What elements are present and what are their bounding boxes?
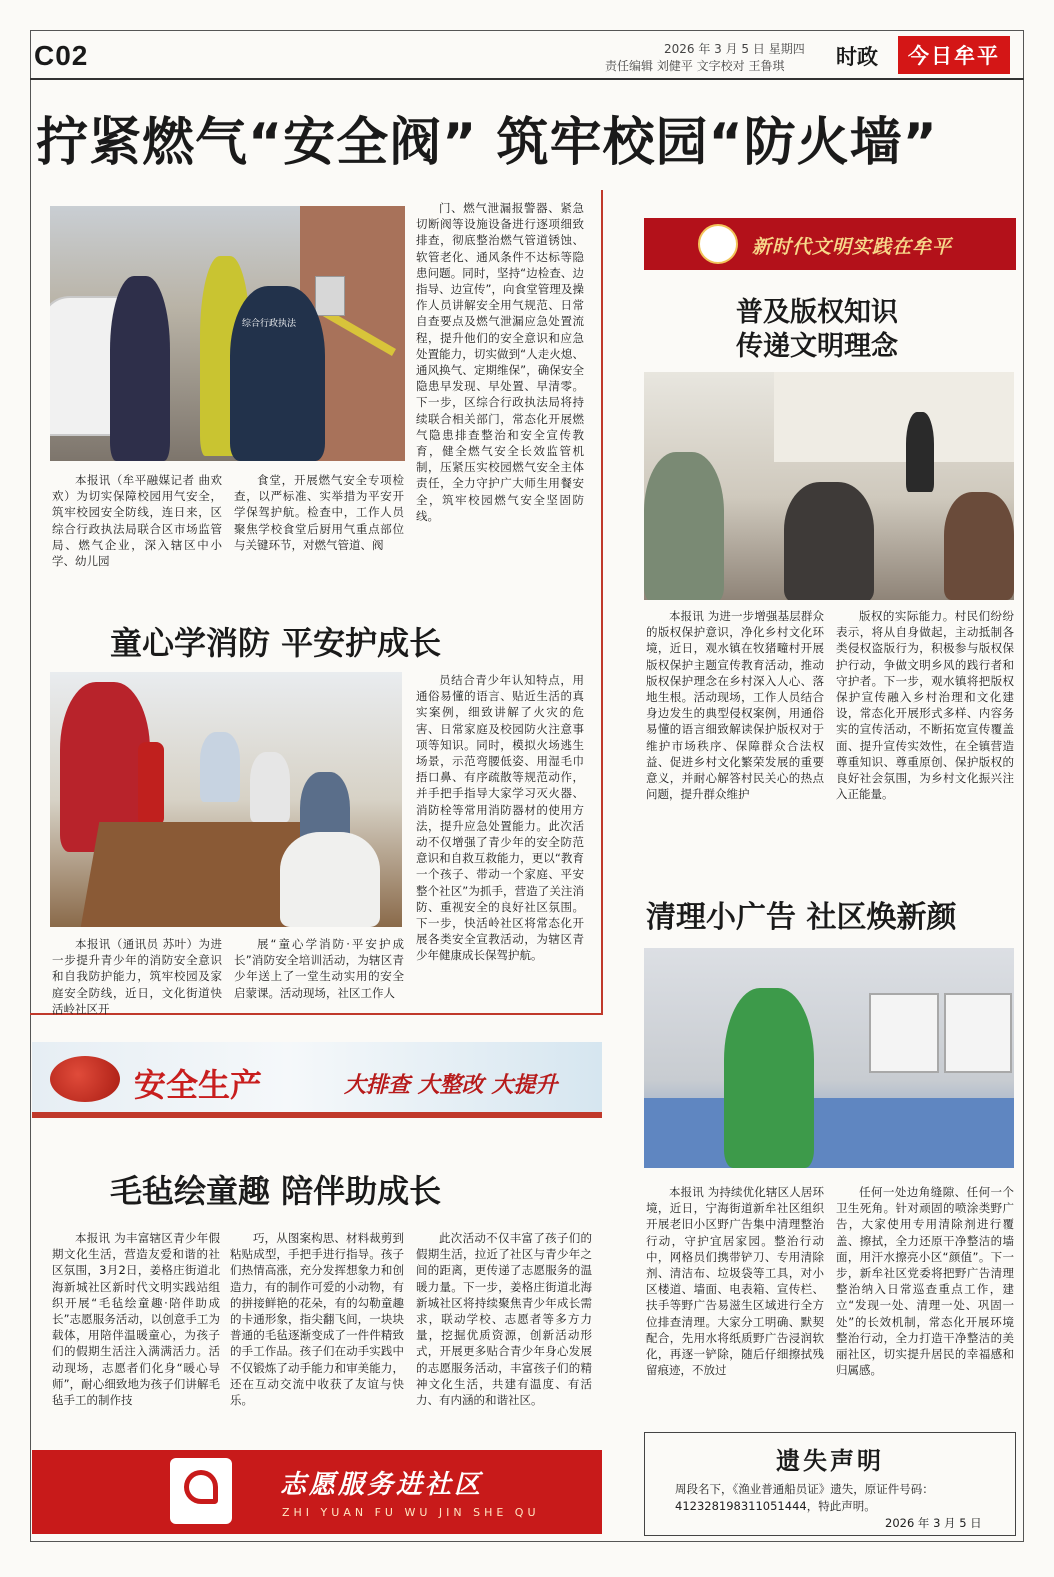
issue-date: 2026 年 3 月 5 日 星期四 <box>664 42 805 56</box>
felt-story-paragraph-1: 本报讯 为丰富辖区青少年假期文化生活，营造友爱和谐的社区氛围，3月2日，姜格庄街道北海新城社区新时代文明实践站组织开展“毛毡绘童趣·陪伴助成长”志愿服务活动，以创意手工为载体，用陪伴温暖童心，为孩子们的假期生活注入满满活力。活动现场，志愿者们化身“暖心导师”，耐心细致地为孩子们讲解毛毡手工的制作技 <box>52 1231 220 1408</box>
photo-meter-box-2 <box>944 993 1012 1073</box>
ads-story-col-1 <box>646 1184 824 1414</box>
photo-room-wall <box>774 372 1014 462</box>
photo-person-1 <box>110 276 170 461</box>
photo-inspector <box>230 286 325 461</box>
fire-class-photo <box>50 672 402 927</box>
photo-meter-box-1 <box>869 993 939 1073</box>
photo-villager-1 <box>644 452 724 600</box>
photo-grid-worker <box>724 988 814 1168</box>
lost-notice-title: 遗失声明 <box>776 1447 884 1475</box>
copyright-paragraph-2: 版权的实际能力。村民们纷纷表示，将从自身做起，主动抵制各类侵权盗版行为，积极参与版权保护行动，争做文明乡风的践行者和守护者。下一步，观水镇将把版权保护宣传融入乡村治理和文化建设，常态化开展形式多样、内容务实的宣传活动，不断拓宽宣传覆盖面、提升宣传实效性，在全镇营造尊重知识、尊重原创、保护版权的良好社会氛围，为乡村文化振兴注入正能量。 <box>836 609 1014 802</box>
gas-inspection-photo <box>50 206 405 461</box>
felt-story-paragraph-3: 此次活动不仅丰富了孩子们的假期生活，拉近了社区与青少年之间的距离，更传递了志愿服务的温暖力量。下一步，姜格庄街道北海新城社区将持续聚焦青少年成长需求，联动学校、志愿者等多方力量，挖掘优质资源，创新活动形式，开展更多贴合青少年身心发展的志愿服务活动，丰富孩子们的精神文化生活，共建有温度、有活力、有内涵的和谐社区。 <box>416 1231 592 1408</box>
felt-story-col-1 <box>52 1230 220 1440</box>
volunteer-heart-logo-icon <box>170 1458 232 1524</box>
photo-child-2 <box>250 752 290 822</box>
ads-story-paragraph-1: 本报讯 为持续优化辖区人居环境，近日，宁海街道新牟社区组织开展老旧小区野广告集中清理整治行动，守护宜居家园。整治行动中，网格员们携带铲刀、专用清除剂、清洁布、垃圾袋等工具，对小区楼道、墙面、电表箱、宣传栏、扶手等野广告易滋生区域进行全方位排查清理。大家分工明确、默契配合，先用水将纸质野广告浸润软化，再逐一铲除，随后仔细擦拭残留痕迹，不放过 <box>646 1185 824 1378</box>
photo-speaker <box>906 412 934 492</box>
ads-story-col-2 <box>836 1184 1014 1414</box>
ads-story-headline: 清理小广告 社区焕新颜 <box>646 900 957 935</box>
main-headline: 拧紧燃气“安全阀” 筑牢校园“防火墙” <box>36 113 938 173</box>
photo-child-4 <box>280 832 380 927</box>
copyright-headline-line-1: 普及版权知识 <box>736 297 898 328</box>
photo-extinguisher <box>138 742 164 826</box>
page-number: C02 <box>34 40 89 71</box>
fire-story-headline: 童心学消防 平安护成长 <box>110 624 442 662</box>
photo-child-1 <box>200 732 240 802</box>
lead-story-col-2 <box>234 472 404 572</box>
felt-story-paragraph-2: 巧，从图案构思、材料裁剪到粘贴成型，手把手进行指导。孩子们热情高涨，充分发挥想象力和创造力，有的制作可爱的小动物，有的拼接鲜艳的花朵，有的勾勒童趣的卡通形象，指尖翻飞间，一块块普通的毛毡逐渐变成了一件件精致的手工作品。孩子们在动手实践中不仅锻炼了动手能力和审美能力，还在互动交流中收获了友谊与快乐。 <box>230 1231 404 1408</box>
felt-story-col-2 <box>230 1230 404 1440</box>
volunteer-banner <box>32 1450 602 1534</box>
safety-emblem-icon <box>50 1056 120 1102</box>
civilization-emblem-icon <box>698 224 738 264</box>
copyright-headline-line-2: 传递文明理念 <box>736 331 898 362</box>
section-title: 时政 <box>836 45 878 69</box>
safety-banner-slogan: 大排查 大整改 大提升 <box>344 1073 558 1098</box>
ads-story-paragraph-2: 任何一处边角缝隙、任何一个卫生死角。针对顽固的喷涂类野广告，大家使用专用清除剂进行覆盖、擦拭，全力还原干净整洁的墙面，用汗水擦亮小区“颜值”。下一步，新牟社区党委将把野广告清理整治纳入日常巡查重点工作，建立“发现一处、清理一处、巩固一处”的长效机制，常态化开展环境整治行动，全力打造干净整洁的美丽社区，切实提升居民的幸福感和归属感。 <box>836 1185 1014 1378</box>
paper-logo: 今日牟平 <box>898 36 1010 74</box>
copyright-col-1 <box>646 608 824 858</box>
lost-notice-date: 2026 年 3 月 5 日 <box>885 1516 982 1530</box>
fire-story-paragraph-1: 本报讯（通讯员 苏叶）为进一步提升青少年的消防安全意识和自我防护能力，筑牢校园及家庭安全防线，近日，文化街道快活岭社区开 <box>52 937 222 1016</box>
volunteer-banner-pinyin: ZHI YUAN FU WU JIN SHE QU <box>282 1506 540 1519</box>
copyright-lecture-photo <box>644 372 1014 600</box>
safety-production-banner <box>32 1042 602 1118</box>
safety-banner-title: 安全生产 <box>134 1066 263 1104</box>
lost-notice-box <box>644 1432 1016 1536</box>
photo-gas-meter <box>315 276 345 316</box>
civilization-banner-title: 新时代文明实践在牟平 <box>752 236 953 258</box>
editor-credits: 责任编辑 刘健平 文字校对 王鲁琪 <box>605 59 785 73</box>
lost-notice-body: 周段名下，《渔业普通船员证》遗失，原证件号码：412328198311051444，特此声明。 <box>675 1482 934 1513</box>
inspector-vest-label: 综合行政执法 <box>242 319 297 329</box>
ad-cleanup-photo <box>644 948 1014 1168</box>
lead-story-paragraph-3: 门、燃气泄漏报警器、紧急切断阀等设施设备进行逐项细致排查，彻底整治燃气管道锈蚀、软管老化、通风条件不达标等隐患问题。同时，坚持“边检查、边指导、边宣传”，向食堂管理及操作人员讲解安全用气规范、日常自查要点及燃气泄漏应急处置流程，提升他们的安全意识和应急处置能力，切实做到“人走火熄、通风换气、定期维保”，确保安全隐患早发现、早处置、早清零。下一步，区综合行政执法局将持续联合相关部门，常态化开展燃气隐患排查整治和安全宣传教育，健全燃气安全长效监管机制，压紧压实校园燃气安全主体责任，全力守护广大师生用餐安全，筑牢校园燃气安全坚固防线。 <box>416 201 584 523</box>
fire-story-col-1 <box>52 936 222 1016</box>
volunteer-banner-title: 志愿服务进社区 <box>280 1470 484 1500</box>
lead-story-col-1 <box>52 472 222 572</box>
header-rule <box>30 78 1024 80</box>
photo-villager-3 <box>944 492 1014 600</box>
felt-story-headline: 毛毡绘童趣 陪伴助成长 <box>110 1172 442 1210</box>
lead-story-col-3 <box>416 200 584 575</box>
fire-story-paragraph-2: 展“童心学消防·平安护成长”消防安全培训活动，为辖区青少年送上了一堂生动实用的安全启蒙课。活动现场，社区工作人 <box>234 937 404 1000</box>
copyright-paragraph-1: 本报讯 为进一步增强基层群众的版权保护意识，净化乡村文化环境，近日，观水镇在牧猪疃村开展版权保护主题宣传教育活动，推动版权保护理念在乡村深入人心、落地生根。活动现场，工作人员结合身边发生的典型侵权案例，用通俗易懂的语言细致解读保护版权对于维护市场秩序、保障群众合法权益、促进乡村文化繁荣发展的重要意义，并耐心解答村民关心的热点问题，提升群众维护 <box>646 609 824 802</box>
civilization-banner <box>644 218 1016 270</box>
fire-story-paragraph-3: 员结合青少年认知特点，用通俗易懂的语言、贴近生活的真实案例，细致讲解了火灾的危害、日常家庭及校园防火注意事项等知识。同时，模拟火场逃生场景，示范弯腰低姿、用湿毛巾捂口鼻、有序疏散等规范动作，并手把手指导大家学习灭火器、消防栓等常用消防器材的使用方法，提升应急处置能力。此次活动不仅增强了青少年的安全防范意识和自救互救能力，更以“教育一个孩子、带动一个家庭、平安整个社区”为抓手，营造了关注消防、重视安全的良好社区氛围。下一步，快活岭社区将常态化开展各类安全宣教活动，为辖区青少年健康成长保驾护航。 <box>416 673 584 963</box>
copyright-col-2 <box>836 608 1014 858</box>
felt-story-col-3 <box>416 1230 592 1440</box>
photo-villager-2 <box>784 482 874 600</box>
photo-blue-wall <box>644 1098 1014 1168</box>
lead-story-paragraph-2: 食堂，开展燃气安全专项检查，以严标准、实举措为平安开学保驾护航。检查中，工作人员聚焦学校食堂后厨用气重点部位与关键环节，对燃气管道、阀 <box>234 473 404 552</box>
fire-story-col-3 <box>416 672 584 1017</box>
lead-story-paragraph-1: 本报讯（牟平融媒记者 曲欢欢）为切实保障校园用气安全，筑牢校园安全防线，连日来，区综合行政执法局联合区市场监管局、燃气企业，深入辖区中小学、幼儿园 <box>52 473 222 569</box>
fire-story-col-2 <box>234 936 404 1016</box>
